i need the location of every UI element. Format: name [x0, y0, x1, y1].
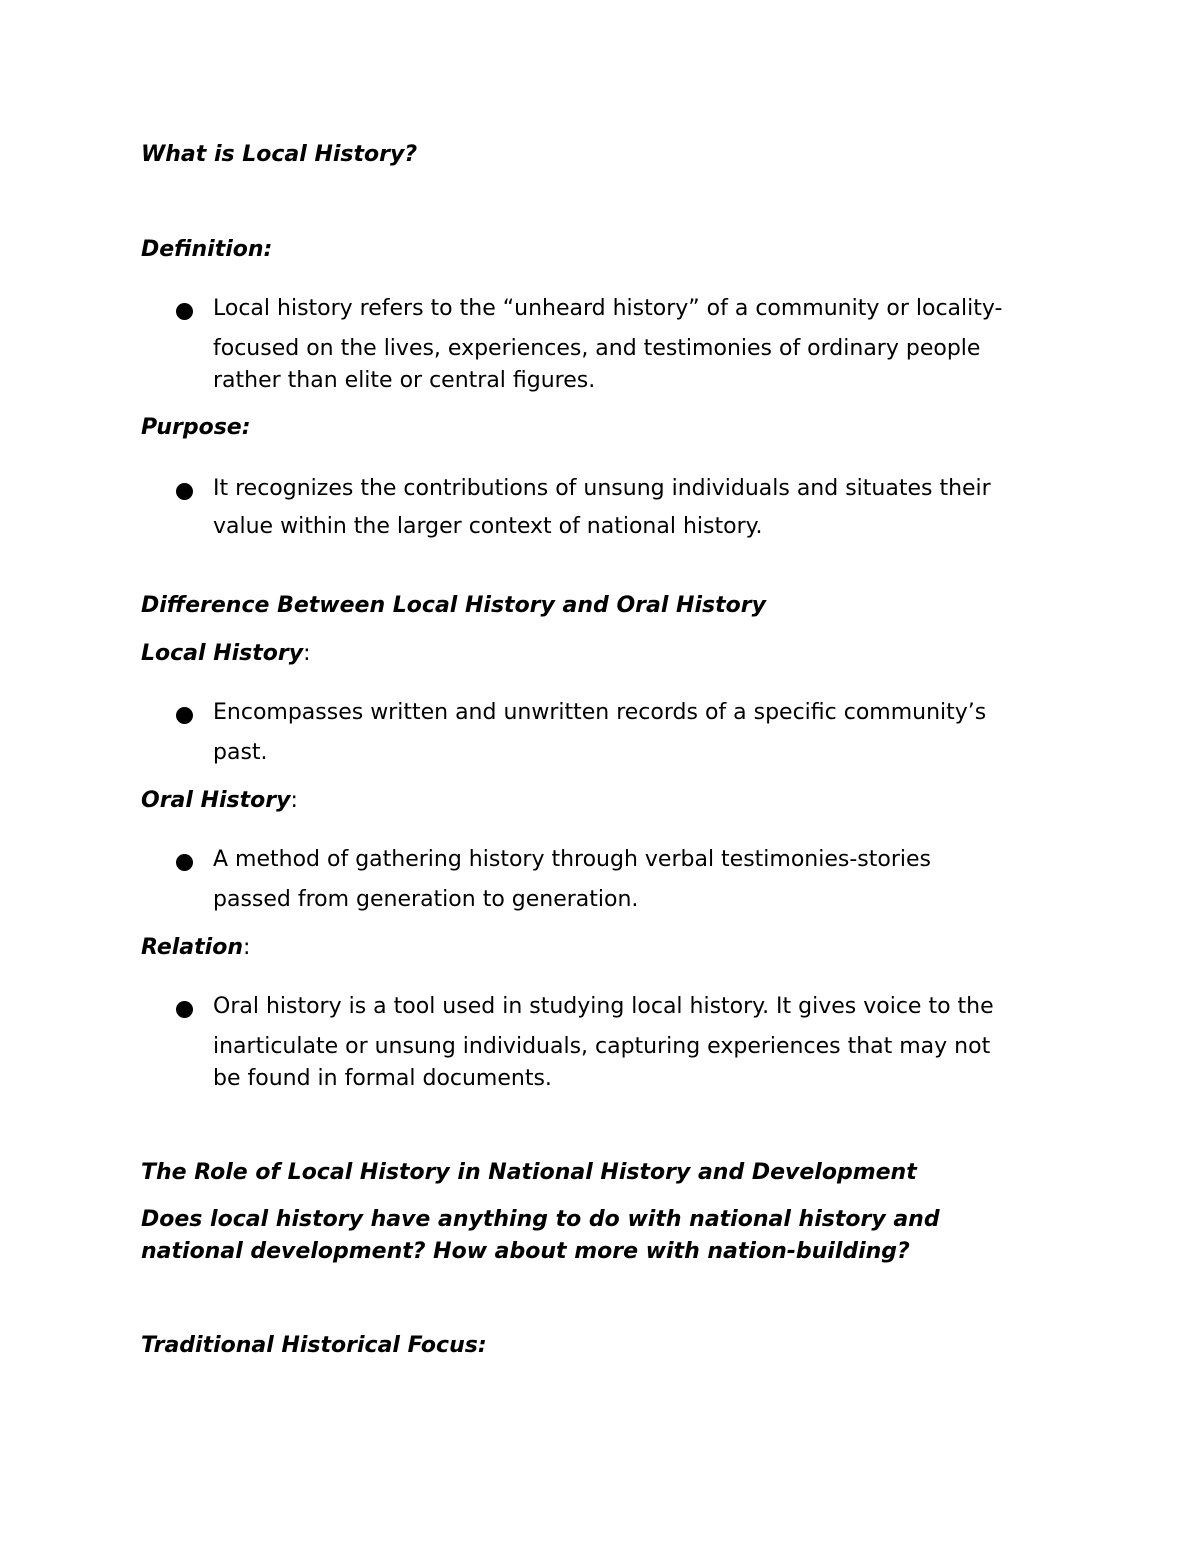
bullet-icon [176, 483, 193, 500]
local-history-heading: Local History: [141, 641, 311, 666]
bullet-icon [176, 707, 193, 724]
bullet-icon [176, 854, 193, 871]
role-question: Does local history have anything to do with national history and national development? How about more with nation-building? [141, 1207, 940, 1264]
purpose-heading: Purpose: [141, 415, 251, 440]
traditional-focus-heading: Traditional Historical Focus: [141, 1333, 487, 1358]
bullet-icon [176, 1001, 193, 1018]
relation-heading: Relation: [141, 935, 251, 960]
difference-heading: Difference Between Local History and Oral History [141, 593, 766, 618]
purpose-text: It recognizes the contributions of unsung individuals and situates their value within the larger context of national history. [213, 476, 991, 539]
oral-history-text: A method of gathering history through verbal testimonies-stories passed from generation to generation. [213, 847, 931, 912]
role-heading: The Role of Local History in National History and Development [141, 1160, 917, 1185]
oral-history-heading: Oral History: [141, 788, 298, 813]
local-history-text: Encompasses written and unwritten records of a specific community’s past. [213, 700, 987, 765]
definition-text: Local history refers to the “unheard history” of a community or locality- focused on the lives, experiences, and testimonies of ordinary people rather than elite or central figures. [213, 296, 1003, 393]
definition-heading: Definition: [141, 237, 273, 262]
bullet-icon [176, 303, 193, 320]
page-title: What is Local History? [141, 142, 418, 167]
relation-text: Oral history is a tool used in studying local history. It gives voice to the inarticulate or unsung individuals, capturing experiences that may not be found in formal documents. [213, 994, 994, 1091]
